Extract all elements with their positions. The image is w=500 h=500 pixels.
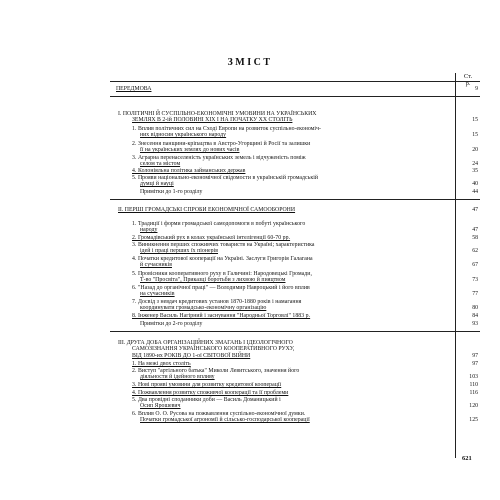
toc-entry-page: 62: [472, 248, 478, 255]
toc-section: [110, 111, 480, 124]
toc-entry: [110, 397, 480, 410]
toc-entry-text: Початки громадської агрономії й сільсько-господарської кооперації: [140, 417, 310, 424]
toc-entry: [110, 175, 480, 188]
toc-entry-page: 40: [472, 181, 478, 188]
toc-entry-text: 2. Громадівський рух в колах української інтелігенції 60-70 рр.: [132, 235, 291, 241]
toc-entry-text: 5. Два провідні споданники доби — Василь Доманицький і: [132, 397, 281, 403]
toc-entry-text: на сучасників: [140, 291, 175, 298]
toc-entry-text: ЗЕМЛЯХ В 2-ій ПОЛОВИНІ XIX І НА ПОЧАТКУ XX СТОЛІТЬ: [132, 117, 293, 124]
toc-entry-text: координувати громадсько-економічну організацію: [140, 305, 267, 312]
toc-entry-text: 8. Інженер Василь Нагірний і заснування "Народньої Торговлі" 1883 р.: [132, 313, 311, 319]
toc-entry-text: III. ДРУГА ДОБА ОРГАНІЗАЦІЙНИХ ЗМАГАНЬ І ІДЕОЛОГІЧНОГО: [118, 340, 293, 346]
toc-entry-text: й сучасників: [140, 262, 172, 269]
toc-entry-text: 6. "Назад до органічної праці" — Володимир Навроцький і його вплив: [132, 285, 310, 291]
toc-entry-text: 4. Пожвавлення розвитку споживчої кооперації та її проблеми: [132, 390, 289, 396]
section-divider: [110, 331, 480, 332]
toc-entry: [110, 361, 480, 367]
toc-entry-text: ПЕРЕДМОВА: [116, 86, 152, 92]
toc-entry-page: 67: [472, 262, 478, 269]
toc-entry-page: 97: [472, 361, 478, 367]
toc-entry-text: 1. На межі двох століть: [132, 361, 191, 367]
header-rule: [110, 81, 480, 82]
toc-entry-text: них відносин українського народу: [140, 132, 227, 139]
toc-entry-text: 2. Виступ "артільного батька" Миколи Левитського, значення його: [132, 368, 300, 374]
toc-entry: [110, 256, 480, 269]
toc-entry-text: 4. Початки кредитової кооперації на Україні. Заслуги Григорія Галагана: [132, 256, 313, 262]
toc-entry-page: 47: [472, 227, 478, 234]
page-column-header: [456, 73, 480, 87]
toc-entry: [110, 390, 480, 396]
toc-entry: [110, 242, 480, 255]
page-column-label: Ст.: [463, 73, 473, 80]
toc-entry: [110, 382, 480, 388]
toc-entry-page: 44: [472, 189, 478, 195]
toc-entry-text: 5. Прояви національно-економічної свідомости в українській громадській: [132, 175, 319, 181]
toc-entry-page: 80: [472, 305, 478, 312]
toc-entry-text: селом та містом: [140, 161, 181, 168]
toc-section: [110, 207, 480, 213]
toc-entry: [110, 155, 480, 168]
toc-entry-text: її на українських землях до нових часів: [140, 147, 240, 154]
toc-entry-page: 15: [472, 132, 478, 139]
toc-entry-page: 15: [472, 117, 478, 124]
toc-entry-text: Т-во "Просвіта", Приказці боротьби з лихвою й пияцтвом: [140, 277, 286, 284]
toc-entry-text: думці й науці: [140, 181, 174, 188]
toc-entry: [110, 126, 480, 139]
page-column-label-sub: p.: [465, 80, 471, 87]
toc-entry-text: 1. Вплив політичних сил на Сході Европи на розвиток суспільно-економіч-: [132, 126, 322, 132]
toc-entry-text: 1. Традиції і форми громадської самодопомоги в побуті українського: [132, 221, 306, 227]
toc-entry-page: 35: [472, 168, 478, 174]
toc-entry: [110, 368, 480, 381]
toc-entry-text: народу: [140, 227, 158, 234]
toc-entry-text: II. ПЕРШІ ГРОМАДСЬКІ СПРОБИ ЕКОНОМІЧНОЇ САМООБОРОНИ: [118, 207, 296, 213]
toc-entry: [110, 235, 480, 241]
page-title: ЗМІСТ: [227, 57, 273, 68]
toc-entry-text: діяльности й ідейного впливу: [140, 374, 215, 381]
toc-entry-text: 7. Досвід з невдач кредитових установ 1870-1880 років і намагання: [132, 299, 302, 305]
toc-entry-page: 110: [469, 382, 478, 388]
toc-entry-page: 77: [472, 291, 478, 298]
toc-entry-text: 5. Провісники кооперативного руху в Галичині: Народовецькі Громади,: [132, 271, 312, 277]
toc-entry-text: ВІД 1890-их РОКІВ ДО 1-ої СВІТОВОЇ ВІЙНИ: [132, 352, 251, 359]
toc-entry: [110, 313, 480, 319]
toc-entry-page: 73: [472, 277, 478, 284]
toc-entry-page: 47: [472, 207, 478, 213]
toc-entry-text: Примітки до 2-го розділу: [140, 321, 203, 327]
toc-entry-page: 9: [475, 86, 478, 92]
toc-entry-text: Осип Ярошевич: [140, 403, 181, 410]
page-number: 621: [462, 455, 472, 462]
section-divider: [110, 96, 480, 97]
toc-entry-text: І. ПОЛІТИЧНІ Й СУСПІЛЬНО-ЕКОНОМІЧНІ УМОВИНИ НА УКРАЇНСЬКИХ: [118, 111, 317, 117]
toc-entry: [110, 411, 480, 424]
toc-entry: [110, 285, 480, 298]
toc-entry: [110, 86, 480, 92]
toc-entry-page: 120: [469, 403, 478, 410]
toc-section: [110, 340, 480, 359]
section-divider: [110, 199, 480, 200]
toc-entry-page: 125: [469, 417, 478, 424]
toc-entry-text: 3. Нові прояві умовини для розвитку кредитової кооперації: [132, 382, 282, 388]
toc-entry-page: 97: [472, 352, 478, 359]
toc-entry: [110, 141, 480, 154]
toc-entry-page: 58: [472, 235, 478, 241]
toc-entry-page: 93: [472, 321, 478, 327]
toc-entry-text: ідей і праці перших їх піонерів: [140, 248, 219, 255]
toc-entry-page: 84: [472, 313, 478, 319]
toc-entry-page: 116: [469, 390, 478, 396]
toc-entry: [110, 299, 480, 312]
toc-entry-text: САМОЗІЗНАННЯ УКРАЇНСЬКОГО КООПЕРАТИВНОГО РУХУ,: [132, 346, 295, 353]
toc-entry: [110, 168, 480, 174]
toc-entry-text: Примітки до 1-го розділу: [140, 189, 203, 195]
toc-notes: [110, 321, 480, 327]
toc-entry-text: 4. Колоніяльна політика займанських держав: [132, 168, 246, 174]
toc-entry-page: 24: [472, 161, 478, 168]
toc-entry-text: 3. Виникнення перших споживчих товариств на Україні; характеристика: [132, 242, 315, 248]
toc-entry: [110, 221, 480, 234]
toc-entry-text: 3. Аграрна перенаселеність українських земель і відчуженість поміж: [132, 155, 306, 161]
toc-entry-text: 6. Вплив О. О. Русова на пожвавлення суспільно-економічної думки.: [132, 411, 306, 417]
toc-entry-page: 20: [472, 147, 478, 154]
toc-entry: [110, 271, 480, 284]
toc-entry-page: 103: [469, 374, 478, 381]
toc-notes: [110, 189, 480, 195]
toc-entry-text: 2. Знесення панщини-кріпацтва в Австро-Угорщині й Росії та залишки: [132, 141, 311, 147]
